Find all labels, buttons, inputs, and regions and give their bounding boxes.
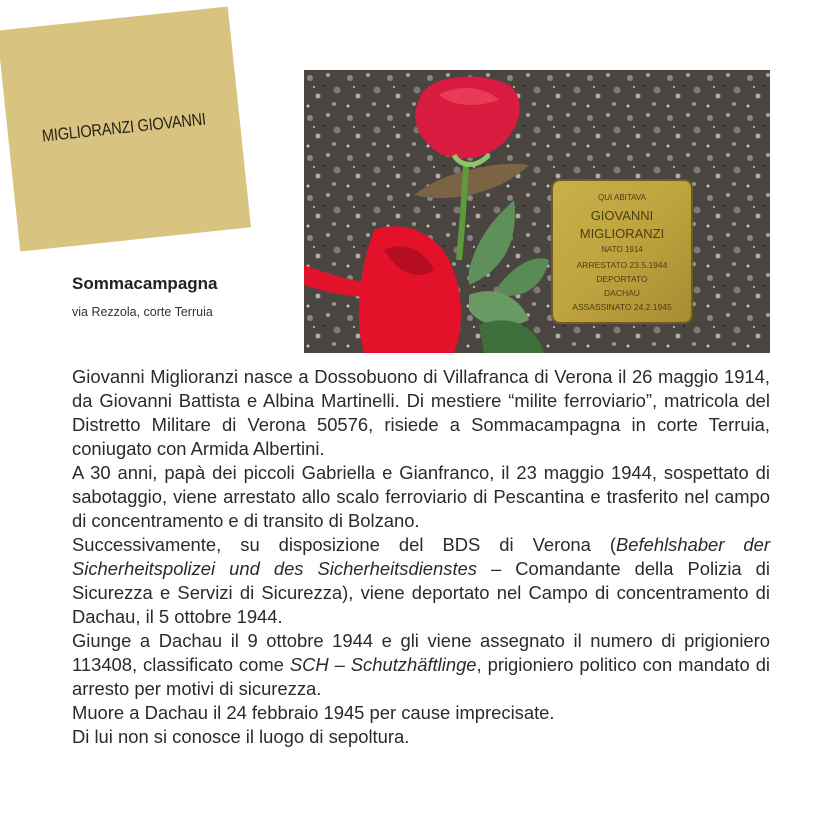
bio-paragraph-deportation: Successivamente, su disposizione del BDS di Verona (Befehlshaber der Sicherheitspolizei und des Sicherheitsdienstes – Comandante della Polizia di Sicurezza e Servizi di Sicurezza), viene deportato nel Campo di concentramento di Dachau, il 5 ottobre 1944. <box>72 534 770 627</box>
svg-text:MIGLIORANZI: MIGLIORANZI <box>579 226 665 241</box>
svg-text:DEPORTATO: DEPORTATO <box>596 274 648 284</box>
person-name: MIGLIORANZI GIOVANNI <box>41 109 207 146</box>
biography <box>72 365 770 749</box>
stolperstein-photo <box>304 70 770 353</box>
svg-text:GIOVANNI: GIOVANNI <box>590 208 654 223</box>
bio-paragraph-burial: Di lui non si conosce il luogo di sepoltura. <box>72 726 410 747</box>
bio-paragraph-death: Muore a Dachau il 24 febbraio 1945 per cause imprecisate. <box>72 702 555 723</box>
name-card <box>0 6 251 251</box>
svg-text:QUI ABITAVA: QUI ABITAVA <box>597 193 647 202</box>
svg-text:ASSASSINATO 24.2.1945: ASSASSINATO 24.2.1945 <box>572 302 672 312</box>
bio-paragraph-arrest: A 30 anni, papà dei piccoli Gabriella e Gianfranco, il 23 maggio 1944, sospettato di sabotaggio, viene arrestato allo scalo ferroviario di Pescantina e trasferito nel campo di concentramento e di transito di Bolzano. <box>72 462 770 531</box>
svg-text:DACHAU: DACHAU <box>604 288 640 298</box>
svg-text:ARRESTATO 23.5.1944: ARRESTATO 23.5.1944 <box>576 260 668 270</box>
address: via Rezzola, corte Terruia <box>72 305 213 319</box>
bio-paragraph-dachau: Giunge a Dachau il 9 ottobre 1944 e gli viene assegnato il numero di prigioniero 113408, classificato come SCH – Schutzhäftlinge, prigioniero politico con mandato di arresto per motivi di sicurezza. <box>72 630 771 699</box>
svg-text:NATO 1914: NATO 1914 <box>601 245 643 254</box>
town-name: Sommacampagna <box>72 274 218 293</box>
bio-paragraph-birth: Giovanni Miglioranzi nasce a Dossobuono di Villafranca di Verona il 26 maggio 1914, da Giovanni Battista e Albina Martinelli. Di mestiere “milite ferroviario”, matricola del Distretto Militare di Verona 50576, risiede a Sommacampagna in corte Terruia, coniugato con Armida Albertini. <box>72 366 770 459</box>
